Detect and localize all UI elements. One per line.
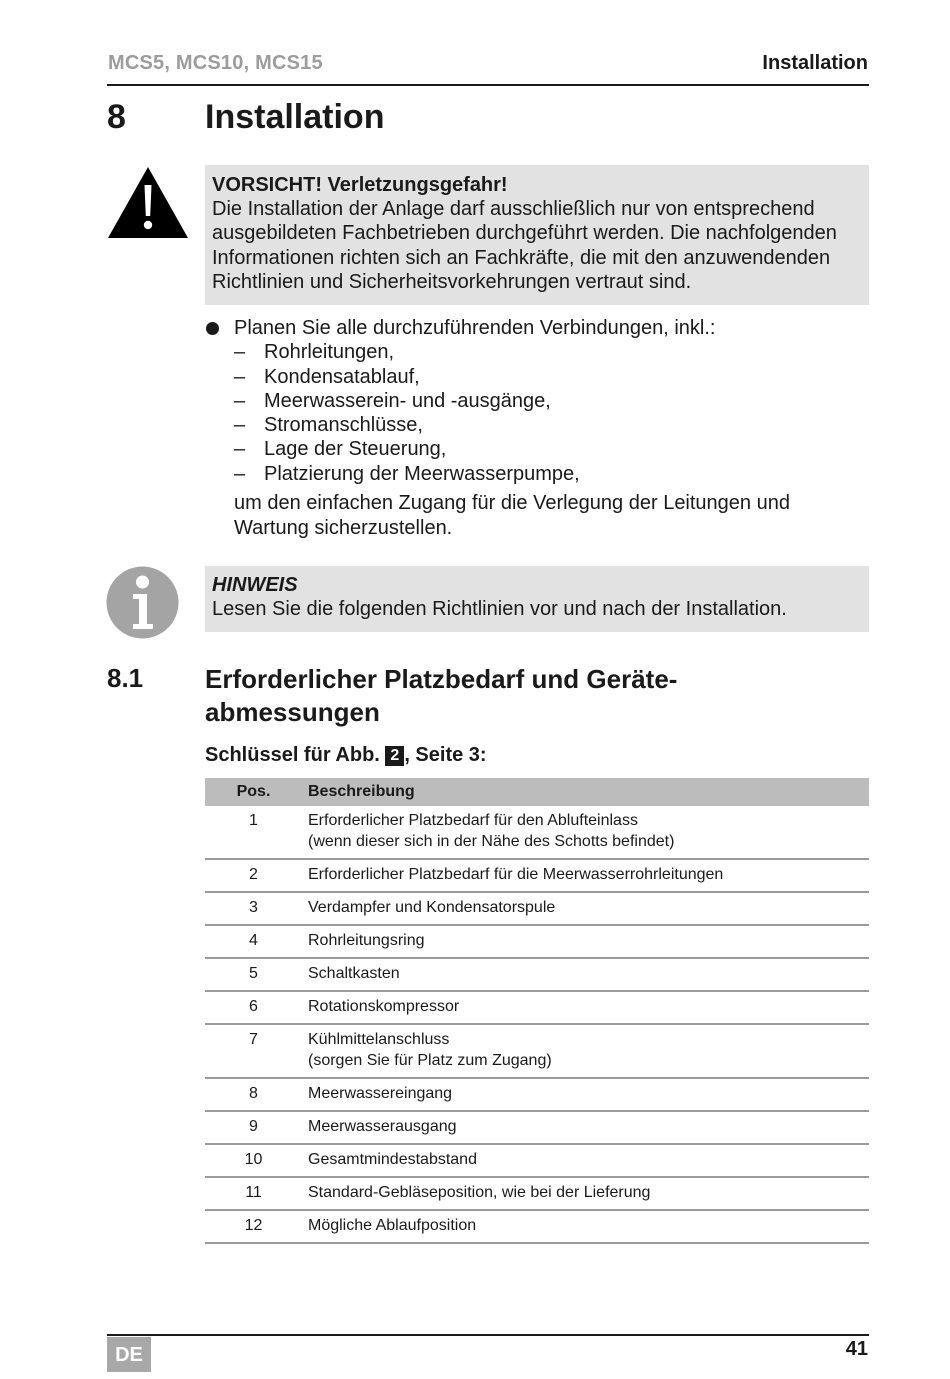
bullet-text: Planen Sie alle durchzuführenden Verbindungen, inkl.: [234,317,716,339]
page-number: 41 [845,1338,868,1360]
bullet-item [205,316,869,340]
dash-item: – Meerwasserein- und -ausgänge, [234,389,551,412]
row-pos: 10 [205,1144,302,1177]
table-row [205,991,869,1024]
caption-prefix: Schlüssel für Abb. [205,744,380,766]
table-row [205,925,869,958]
row-pos: 3 [205,892,302,925]
info-icon [106,566,179,639]
row-description: Kühlmittelanschluss (sorgen Sie für Platz zum Zugang) [302,1024,869,1078]
footer-divider [107,1334,869,1336]
dash-mark: – [234,389,246,412]
header-divider [107,84,869,86]
caption-suffix: , Seite 3: [404,744,487,766]
table-row [205,1144,869,1177]
dash-list [205,340,869,486]
table-header-row [205,778,869,806]
key-table [205,778,869,1244]
column-header-pos: Pos. [205,778,302,806]
table-row [205,1024,869,1078]
table-row [205,859,869,892]
row-description: Schaltkasten [302,958,869,991]
row-pos: 8 [205,1078,302,1111]
warning-text: Die Installation der Anlage darf ausschließlich nur von entsprechend ausgebildeten Fachbetrieben durchgeführt werden. Die nachfolgenden Informationen richten sich an Fachkräfte, die mit den anzuwendenden Richtlinien und Sicherheitsvorkehrungen vertraut sind. [212,198,837,294]
table-row [205,1177,869,1210]
row-description: Meerwassereingang [302,1078,869,1111]
row-description: Erforderlicher Platzbedarf für die Meerwasserrohrleitungen [302,859,869,892]
row-description: Gesamtmindestabstand [302,1144,869,1177]
table-caption [205,744,487,767]
dash-item: – Platzierung der Meerwasserpumpe, [234,462,580,485]
bullet-tail-text: um den einfachen Zugang für die Verlegung der Leitungen und Wartung sicherzustellen. [234,492,790,539]
section-number: 8.1 [107,663,144,693]
figure-number-badge: 2 [385,746,404,766]
row-description: Meerwasserausgang [302,1111,869,1144]
table-row [205,892,869,925]
table-row [205,1210,869,1243]
table-row [205,1111,869,1144]
dash-item: – Kondensatablauf, [234,365,420,388]
header-product: MCS5, MCS10, MCS15 [108,52,323,74]
row-description: Rohrleitungsring [302,925,869,958]
row-pos: 6 [205,991,302,1024]
row-pos: 4 [205,925,302,958]
dash-mark: – [234,438,246,461]
row-pos: 5 [205,958,302,991]
row-pos: 1 [205,806,302,859]
warning-title: VORSICHT! Verletzungsgefahr! [212,174,508,196]
language-badge: DE [107,1337,151,1372]
row-description: Standard-Gebläseposition, wie bei der Lieferung [302,1177,869,1210]
column-header-description: Beschreibung [302,778,869,806]
section-title: Erforderlicher Platzbedarf und Geräte-abmessungen [205,664,678,727]
warning-box [205,165,869,305]
connection-list [205,316,869,540]
row-pos: 2 [205,859,302,892]
chapter-number: 8 [107,98,126,136]
row-description: Erforderlicher Platzbedarf für den Ablufteinlass (wenn dieser sich in der Nähe des Schotts befindet) [302,806,869,859]
row-pos: 7 [205,1024,302,1078]
note-box [205,566,869,632]
dash-mark: – [234,341,246,364]
row-pos: 9 [205,1111,302,1144]
row-description: Mögliche Ablaufposition [302,1210,869,1243]
table-row [205,1078,869,1111]
bullet-dot-icon [206,322,219,335]
dash-mark: – [234,462,246,485]
row-pos: 11 [205,1177,302,1210]
dash-item: – Stromanschlüsse, [234,414,423,437]
dash-mark: – [234,414,246,437]
dash-item: – Rohrleitungen, [234,341,395,364]
table-row [205,806,869,859]
dash-item: – Lage der Steuerung, [234,438,447,461]
dash-mark: – [234,365,246,388]
table-row [205,958,869,991]
row-description: Verdampfer und Kondensatorspule [302,892,869,925]
warning-triangle-icon [106,165,190,240]
note-title: HINWEIS [212,574,298,596]
note-text: Lesen Sie die folgenden Richtlinien vor und nach der Installation. [212,598,787,620]
header-section: Installation [762,52,868,74]
row-description: Rotationskompressor [302,991,869,1024]
chapter-title: Installation [205,98,385,136]
row-pos: 12 [205,1210,302,1243]
